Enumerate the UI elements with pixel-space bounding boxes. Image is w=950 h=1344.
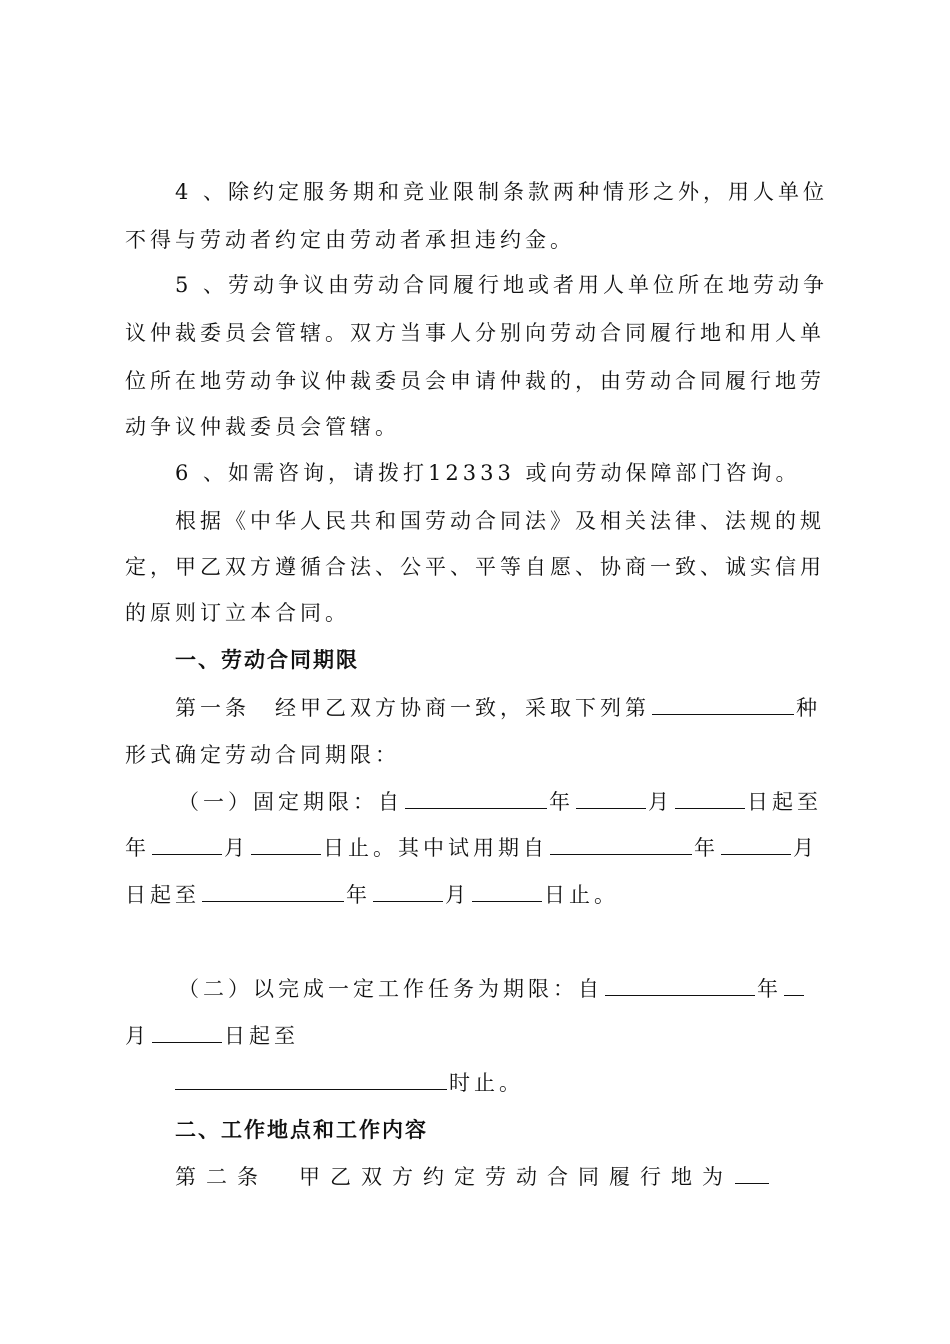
article-2-line xyxy=(175,1162,825,1192)
day-from-label: 日起至 xyxy=(224,1024,299,1048)
day-label: 日起至 xyxy=(747,790,822,814)
fixed-end-month-blank[interactable] xyxy=(152,834,222,855)
month-label: 月 xyxy=(793,836,818,860)
year-label: 年 xyxy=(757,977,782,1001)
fixed-term-label: （一）固定期限：自 xyxy=(178,790,403,814)
task-term-line-3 xyxy=(175,1068,825,1098)
day-end-label: 日止。 xyxy=(544,883,619,907)
year-label: 年 xyxy=(125,836,150,860)
fixed-start-month-blank[interactable] xyxy=(576,788,646,809)
task-start-day-blank[interactable] xyxy=(152,1022,222,1043)
section-1-heading: 一、劳动合同期限 xyxy=(175,647,359,672)
month-label: 月 xyxy=(445,883,470,907)
task-term-label: （二）以完成一定工作任务为期限：自 xyxy=(178,977,603,1001)
month-label: 月 xyxy=(648,790,673,814)
task-start-year-blank[interactable] xyxy=(605,975,755,996)
day-from-label: 日起至 xyxy=(125,883,200,907)
term-type-blank[interactable] xyxy=(652,694,794,715)
section-2-heading: 二、工作地点和工作内容 xyxy=(175,1117,428,1142)
probation-label: 日止。其中试用期自 xyxy=(323,836,548,860)
fixed-term-line-3 xyxy=(125,880,825,910)
task-end-blank[interactable] xyxy=(175,1069,447,1090)
probation-end-day-blank[interactable] xyxy=(472,881,542,902)
probation-end-month-blank[interactable] xyxy=(373,881,443,902)
preamble-line-1: 根据《中华人民共和国劳动合同法》及相关法律、法规的规 xyxy=(175,509,825,533)
article-1-text: 第一条 经甲乙双方协商一致，采取下列第 xyxy=(175,696,650,720)
task-start-month-blank[interactable] xyxy=(784,975,804,996)
clause-4-line-2: 不得与劳动者约定由劳动者承担违约金。 xyxy=(125,228,575,252)
clause-4-line-1: 4 、除约定服务期和竞业限制条款两种情形之外，用人单位 xyxy=(175,180,829,204)
task-end-label: 时止。 xyxy=(449,1071,524,1095)
fixed-start-year-blank[interactable] xyxy=(405,788,547,809)
fixed-end-day-blank[interactable] xyxy=(251,834,321,855)
fixed-start-day-blank[interactable] xyxy=(675,788,745,809)
fixed-term-line-2 xyxy=(125,833,825,863)
preamble-line-3: 的原则订立本合同。 xyxy=(125,601,350,625)
probation-start-year-blank[interactable] xyxy=(550,834,692,855)
task-term-line-2 xyxy=(125,1021,825,1051)
clause-5-line-4: 动争议仲裁委员会管辖。 xyxy=(125,415,400,439)
probation-end-year-blank[interactable] xyxy=(202,881,344,902)
article-1-line-2: 形式确定劳动合同期限： xyxy=(125,743,400,767)
year-label: 年 xyxy=(549,790,574,814)
year-label: 年 xyxy=(346,883,371,907)
article-1-suffix: 种 xyxy=(796,696,821,720)
year-label: 年 xyxy=(694,836,719,860)
preamble-line-2: 定，甲乙双方遵循合法、公平、平等自愿、协商一致、诚实信用 xyxy=(125,555,825,579)
clause-6-line: 6 、如需咨询，请拨打12333 或向劳动保障部门咨询。 xyxy=(175,461,801,485)
task-term-line-1 xyxy=(178,974,828,1004)
clause-5-line-3: 位所在地劳动争议仲裁委员会申请仲裁的，由劳动合同履行地劳 xyxy=(125,369,825,393)
article-1-line-1 xyxy=(175,693,825,723)
work-location-blank[interactable] xyxy=(735,1163,769,1184)
month-label: 月 xyxy=(125,1024,150,1048)
probation-start-month-blank[interactable] xyxy=(721,834,791,855)
article-2-text: 第二条 甲乙双方约定劳动合同履行地为 xyxy=(175,1165,733,1189)
clause-5-line-1: 5 、劳动争议由劳动合同履行地或者用人单位所在地劳动争 xyxy=(175,273,829,297)
clause-5-line-2: 议仲裁委员会管辖。双方当事人分别向劳动合同履行地和用人单 xyxy=(125,321,825,345)
fixed-term-line-1 xyxy=(178,787,828,817)
month-label: 月 xyxy=(224,836,249,860)
